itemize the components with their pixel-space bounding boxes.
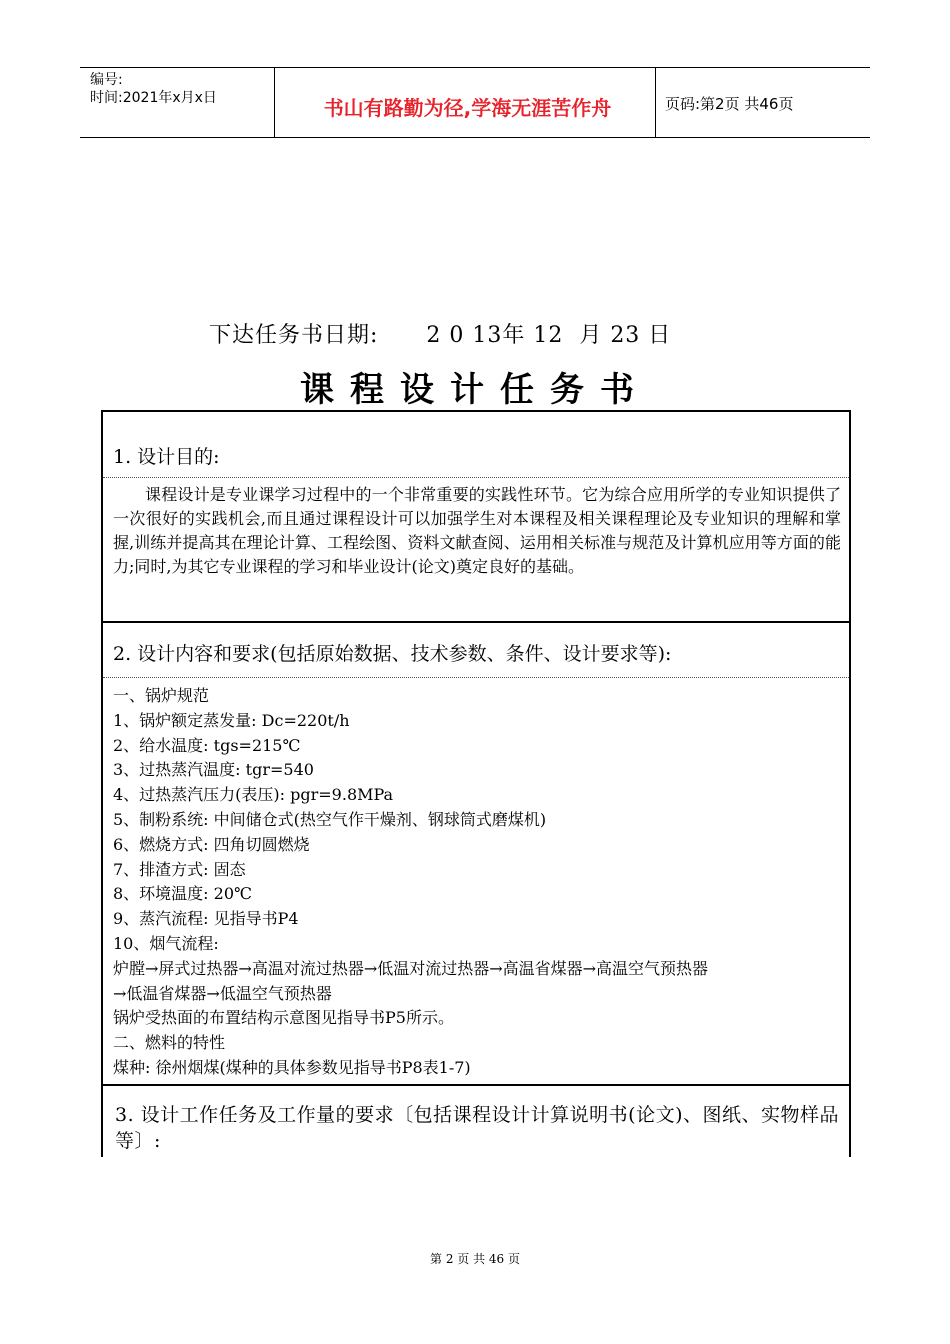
list-item: 8、环境温度: 20℃ [113, 884, 252, 904]
section1-text: 课程设计是专业课学习过程中的一个非常重要的实践性环节。它为综合应用所学的专业知识提供了一次很好的实践机会,而且通过课程设计可以加强学生对本课程及相关课程理论及专业知识的理解和掌握,训练并提高其在理论计算、工程绘图、资料文献查阅、运用相关标准与规范及计算机应用等方面的能力;同时,为其它专业课程的学习和毕业设计(论文)奠定良好的基础。 [113, 485, 841, 576]
list-item: 2、给水温度: tgs=215℃ [113, 735, 301, 755]
list-item: 4、过热蒸汽压力(表压): pgr=9.8MPa [113, 785, 394, 805]
header-motto: 书山有路勤为径,学海无涯苦作舟 [323, 96, 612, 120]
list-item: 锅炉受热面的布置结构示意图见指导书P5所示。 [113, 1008, 454, 1028]
list-item: 9、蒸汽流程: 见指导书P4 [113, 909, 299, 929]
time-label: 时间:2021年x月x日 [90, 90, 217, 106]
section2-heading: 2. 设计内容和要求(包括原始数据、技术参数、条件、设计要求等): [113, 643, 672, 665]
divider [103, 677, 849, 678]
list-item: →低温省煤器→低温空气预热器 [113, 983, 332, 1003]
header-page-info: 页码:第2页 共46页 [665, 95, 794, 113]
divider [103, 1084, 849, 1086]
list-item: 二、燃料的特性 [113, 1033, 226, 1053]
list-item: 一、锅炉规范 [113, 686, 210, 705]
list-item: 7、排渣方式: 固态 [113, 859, 246, 879]
section2-list [113, 684, 845, 1081]
list-item: 炉膛→屏式过热器→高温对流过热器→低温对流过热器→高温省煤器→高温空气预热器 [113, 958, 709, 978]
header-divider [274, 68, 275, 137]
page-title: 课程设计任务书 [300, 370, 650, 410]
divider [103, 621, 849, 623]
list-item: 1、锅炉额定蒸发量: Dc=220t/h [113, 710, 350, 730]
task-form-box [101, 410, 851, 1157]
header-divider [655, 68, 656, 137]
issue-date-line: 下达任务书日期: 2 0 13年 12 月 23 日 [209, 323, 672, 348]
header-meta [90, 71, 217, 107]
list-item: 6、燃烧方式: 四角切圆燃烧 [113, 834, 310, 854]
list-item: 煤种: 徐州烟煤(煤种的具体参数见指导书P8表1-7) [113, 1057, 471, 1077]
list-item: 5、制粉系统: 中间储仓式(热空气作干燥剂、钢球筒式磨煤机) [113, 809, 547, 829]
list-item: 3、过热蒸汽温度: tgr=540 [113, 760, 314, 780]
number-label: 编号: [90, 72, 123, 88]
divider [103, 477, 849, 478]
list-item: 10、烟气流程: [113, 933, 219, 953]
page-footer: 第 2 页 共 46 页 [430, 1252, 520, 1266]
section3-heading: 3. 设计工作任务及工作量的要求〔包括课程设计计算说明书(论文)、图纸、实物样品等〕: [115, 1104, 839, 1152]
document-header [80, 67, 870, 138]
section1-heading: 1. 设计目的: [113, 446, 220, 468]
